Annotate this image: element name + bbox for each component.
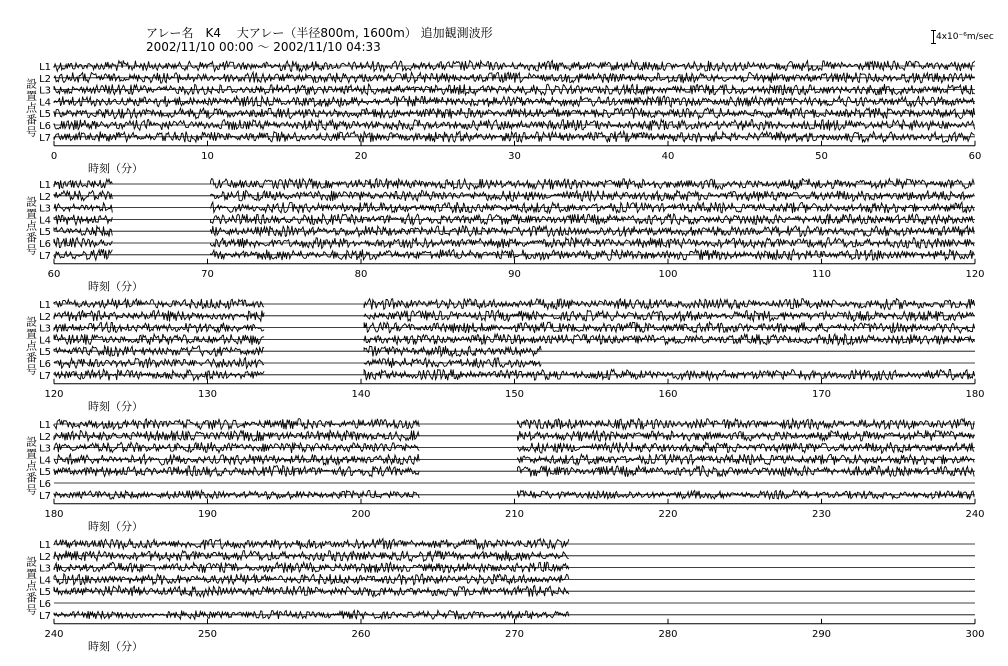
x-tick-label-180: 180 (44, 508, 64, 520)
x-axis-label: 時刻（分） (88, 639, 143, 653)
channel-label-L2: L2 (39, 551, 51, 563)
y-axis-label-char: 置 (26, 567, 37, 581)
x-axis-label: 時刻（分） (88, 161, 143, 175)
x-tick-label-240: 240 (965, 508, 985, 520)
x-tick-label-110: 110 (811, 268, 832, 280)
y-axis-label-char: 置 (26, 327, 37, 341)
y-axis-label-char: 設 (26, 315, 37, 329)
y-axis-label-char: 設 (26, 195, 37, 209)
x-tick-label-180: 180 (965, 388, 985, 400)
y-axis-label-char: 号 (26, 603, 37, 617)
waveform-L6-seg2 (211, 238, 974, 249)
x-tick-label-140: 140 (351, 388, 371, 400)
channel-label-L4: L4 (39, 335, 51, 347)
channel-label-L3: L3 (39, 85, 51, 97)
x-tick-label-170: 170 (811, 388, 832, 400)
channel-label-L7: L7 (39, 370, 51, 382)
channel-label-L3: L3 (39, 563, 51, 575)
y-axis-label-char: 置 (26, 89, 37, 103)
x-tick-label-300: 300 (965, 628, 985, 640)
time-period: 2002/11/10 00:00 〜 2002/11/10 04:33 (146, 40, 381, 54)
x-tick-label-240: 240 (44, 628, 64, 640)
y-axis-label-char: 置 (26, 447, 37, 461)
x-tick-label-260: 260 (351, 628, 371, 640)
y-axis-label-char: 点 (26, 459, 37, 473)
y-axis-label-char: 番 (26, 351, 37, 365)
x-tick-label-120: 120 (965, 268, 985, 280)
channel-label-L2: L2 (39, 431, 51, 443)
channel-label-L1: L1 (39, 180, 51, 191)
x-axis-label: 時刻（分） (88, 519, 143, 533)
channel-label-L5: L5 (39, 227, 51, 239)
channel-label-L6: L6 (39, 479, 51, 490)
y-axis-label-char: 点 (26, 101, 37, 115)
channel-label-L7: L7 (39, 610, 51, 622)
x-tick-label-220: 220 (658, 508, 678, 520)
panel-4 (26, 419, 985, 533)
y-axis-label-char: 番 (26, 231, 37, 245)
chart-title: アレー名 K4 大アレー（半径800m, 1600m） 追加観測波形 (146, 26, 493, 40)
channel-label-L1: L1 (39, 62, 51, 73)
channel-label-L3: L3 (39, 323, 51, 335)
channel-label-L5: L5 (39, 347, 51, 359)
channel-label-L4: L4 (39, 455, 51, 467)
channel-label-L2: L2 (39, 311, 51, 323)
panel-1 (26, 61, 981, 175)
x-axis-label: 時刻（分） (88, 279, 143, 293)
x-tick-label-210: 210 (504, 508, 525, 520)
y-axis-label-char: 番 (26, 113, 37, 127)
channel-label-L6: L6 (39, 121, 51, 132)
x-tick-label-50: 50 (815, 150, 828, 162)
channel-label-L1: L1 (39, 420, 51, 431)
channel-label-L3: L3 (39, 443, 51, 455)
y-axis-label-char: 番 (26, 591, 37, 605)
y-axis-label-char: 設 (26, 435, 37, 449)
waveform-L4-seg1 (54, 334, 264, 345)
x-tick-label-190: 190 (197, 508, 218, 520)
channel-label-L5: L5 (39, 587, 51, 599)
y-axis-label-char: 号 (26, 363, 37, 377)
panel-5 (26, 539, 985, 653)
x-tick-label-270: 270 (504, 628, 525, 640)
channel-label-L6: L6 (39, 599, 51, 610)
channel-label-L1: L1 (39, 540, 51, 551)
channel-label-L7: L7 (39, 490, 51, 502)
x-tick-label-90: 90 (508, 268, 521, 280)
y-axis-label-char: 設 (26, 77, 37, 91)
channel-label-L3: L3 (39, 203, 51, 215)
x-tick-label-130: 130 (197, 388, 218, 400)
x-axis-label: 時刻（分） (88, 399, 143, 413)
y-axis-label-char: 号 (26, 125, 37, 139)
channel-label-L7: L7 (39, 250, 51, 262)
x-tick-label-80: 80 (354, 268, 368, 280)
waveform-L1-seg1 (54, 419, 419, 430)
x-tick-label-60: 60 (47, 268, 61, 280)
x-tick-label-10: 10 (201, 150, 214, 162)
channel-label-L7: L7 (39, 132, 51, 144)
x-tick-label-200: 200 (351, 508, 371, 520)
x-tick-label-70: 70 (201, 268, 214, 280)
y-axis-label-char: 点 (26, 339, 37, 353)
amplitude-scale-label: 4x10⁻⁶m/sec (936, 32, 994, 42)
channel-label-L6: L6 (39, 359, 51, 370)
x-tick-label-0: 0 (50, 150, 58, 162)
y-axis-label-char: 番 (26, 471, 37, 485)
y-axis-label-char: 点 (26, 219, 37, 233)
channel-label-L6: L6 (39, 239, 51, 250)
y-axis-label-char: 号 (26, 483, 37, 497)
x-tick-label-230: 230 (811, 508, 832, 520)
waveform-L7-seg1 (54, 131, 975, 142)
x-tick-label-160: 160 (658, 388, 678, 400)
x-tick-label-60: 60 (968, 150, 982, 162)
channel-label-L5: L5 (39, 467, 51, 479)
y-axis-label-char: 置 (26, 207, 37, 221)
x-tick-label-20: 20 (354, 150, 368, 162)
channel-label-L2: L2 (39, 191, 51, 203)
x-tick-label-290: 290 (811, 628, 832, 640)
channel-label-L4: L4 (39, 575, 51, 587)
x-tick-label-30: 30 (508, 150, 521, 162)
x-tick-label-280: 280 (658, 628, 678, 640)
panel-2 (26, 179, 985, 293)
panel-3 (26, 299, 985, 413)
y-axis-label-char: 号 (26, 243, 37, 257)
channel-label-L4: L4 (39, 97, 51, 109)
channel-label-L4: L4 (39, 215, 51, 227)
x-tick-label-120: 120 (44, 388, 64, 400)
waveform-L2-seg1 (54, 430, 419, 441)
x-tick-label-250: 250 (197, 628, 218, 640)
x-tick-label-40: 40 (661, 150, 675, 162)
x-tick-label-150: 150 (504, 388, 525, 400)
channel-label-L2: L2 (39, 73, 51, 85)
x-tick-label-100: 100 (658, 268, 678, 280)
y-axis-label-char: 設 (26, 555, 37, 569)
channel-label-L1: L1 (39, 300, 51, 311)
y-axis-label-char: 点 (26, 579, 37, 593)
channel-label-L5: L5 (39, 109, 51, 121)
waveform-L1-seg1 (54, 539, 569, 550)
